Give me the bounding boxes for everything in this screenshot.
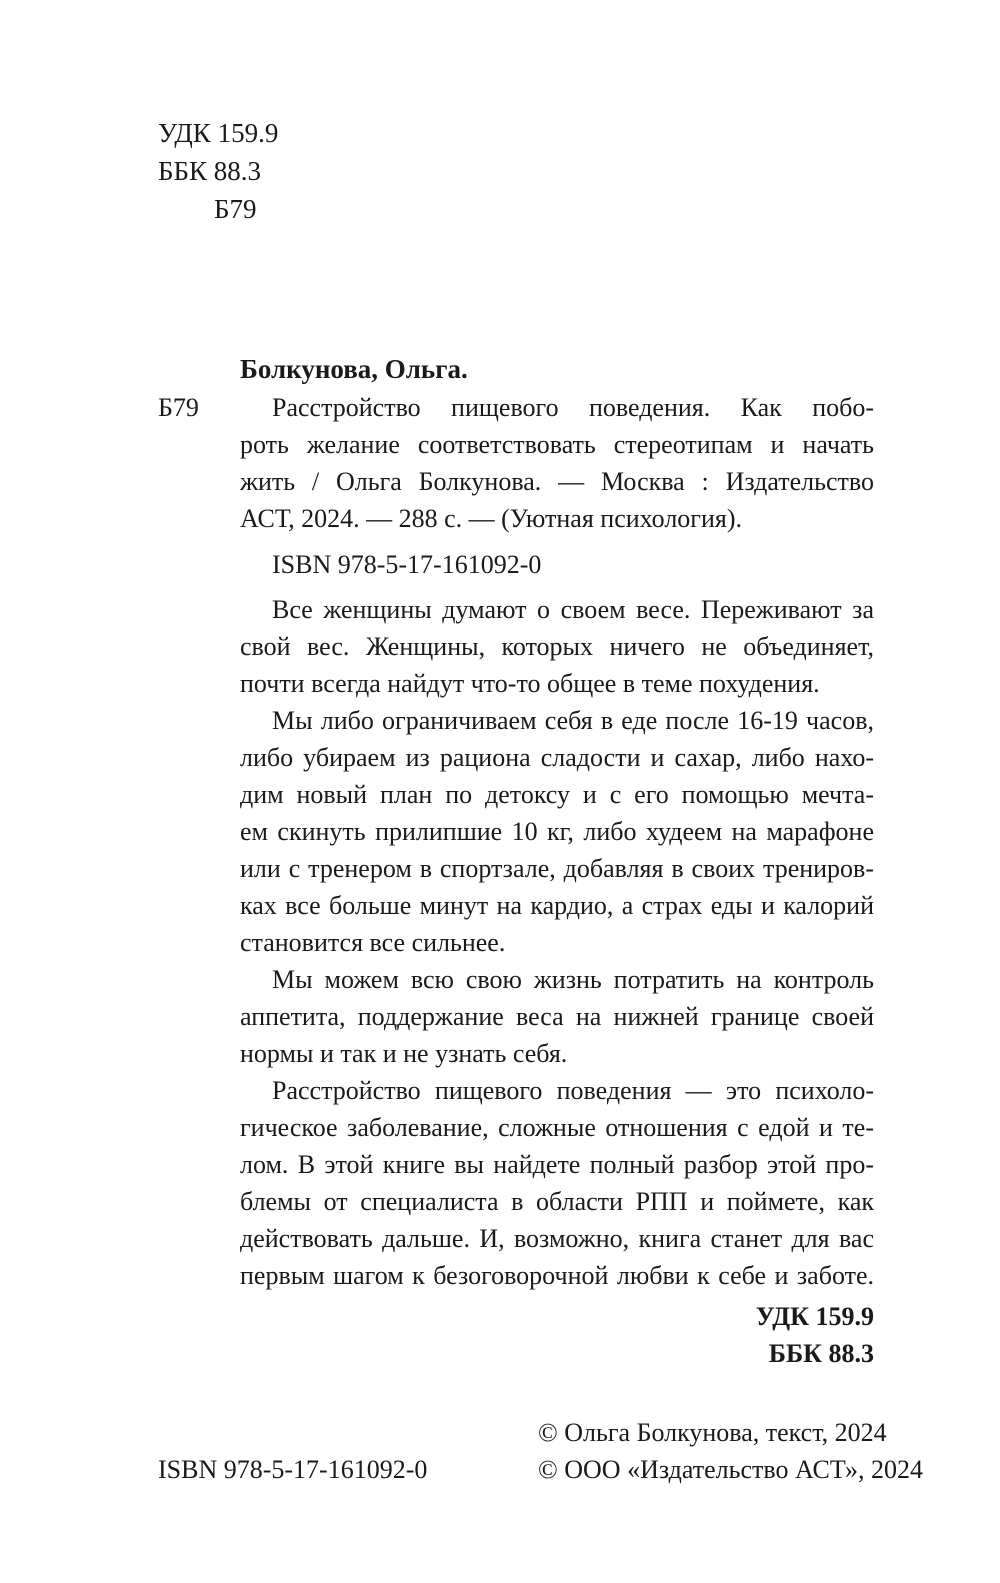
udk-code-top: УДК 159.9 — [158, 118, 279, 148]
annotation-line: лом. В этой книге вы найдете полный разбор этой про- — [240, 1150, 874, 1179]
title-line: роть желание соответствовать стереотипам и начать — [240, 430, 874, 459]
annotation-line: Все женщины думают о своем весе. Переживают за — [272, 595, 874, 624]
annotation-line: ках все больше минут на кардио, а страх еды и калорий — [240, 891, 874, 920]
bbk-code-top: ББК 88.3 — [158, 156, 262, 186]
annotation-line: блемы от специалиста в области РПП и поймете, как — [240, 1187, 874, 1216]
title-line: жить / Ольга Болкунова. — Москва : Издательство — [240, 467, 874, 496]
annotation-line: гическое заболевание, сложные отношения с едой и те- — [240, 1113, 874, 1142]
annotation-line: аппетита, поддержание веса на нижней границе своей — [240, 1002, 874, 1031]
udk-code-bottom: УДК 159.9 — [755, 1302, 874, 1331]
author-heading: Болкунова, Ольга. — [240, 354, 468, 384]
annotation-line: свой вес. Женщины, которых ничего не объединяет, — [240, 632, 874, 661]
annotation-line: становится все сильнее. — [240, 928, 506, 957]
annotation-line: Расстройство пищевого поведения — это психоло- — [272, 1076, 874, 1105]
copyright-publisher: © ООО «Издательство АСТ», 2024 — [538, 1455, 924, 1484]
author-mark-top: Б79 — [214, 194, 257, 224]
isbn-footer: ISBN 978-5-17-161092-0 — [158, 1455, 428, 1484]
annotation-line: Мы можем всю свою жизнь потратить на контроль — [272, 965, 874, 994]
annotation-line: дим новый план по детоксу и с его помощью мечта- — [240, 780, 874, 809]
isbn-record: ISBN 978-5-17-161092-0 — [272, 550, 542, 579]
title-line: АСТ, 2024. — 288 с. — (Уютная психология). — [240, 504, 742, 533]
annotation-line: либо убираем из рациона сладости и сахар, либо нахо- — [240, 743, 874, 772]
title-line: Расстройство пищевого поведения. Как побо- — [272, 393, 874, 422]
bbk-code-bottom: ББК 88.3 — [768, 1339, 874, 1368]
annotation-line: почти всегда найдут что-то общее в теме похудения. — [240, 669, 820, 698]
annotation-line: первым шагом к безоговорочной любви к себе и заботе. — [240, 1261, 874, 1290]
annotation-line: Мы либо ограничиваем себя в еде после 16-19 часов, — [272, 706, 874, 735]
copyright-text: © Ольга Болкунова, текст, 2024 — [538, 1418, 887, 1447]
annotation-line: нормы и так и не узнать себя. — [240, 1039, 568, 1068]
annotation-line: действовать дальше. И, возможно, книга станет для вас — [240, 1224, 874, 1253]
annotation-line: ем скинуть прилипшие 10 кг, либо худеем на марафоне — [240, 817, 874, 846]
author-mark: Б79 — [158, 393, 199, 422]
annotation-line: или с тренером в спортзале, добавляя в своих трениров- — [240, 854, 874, 883]
